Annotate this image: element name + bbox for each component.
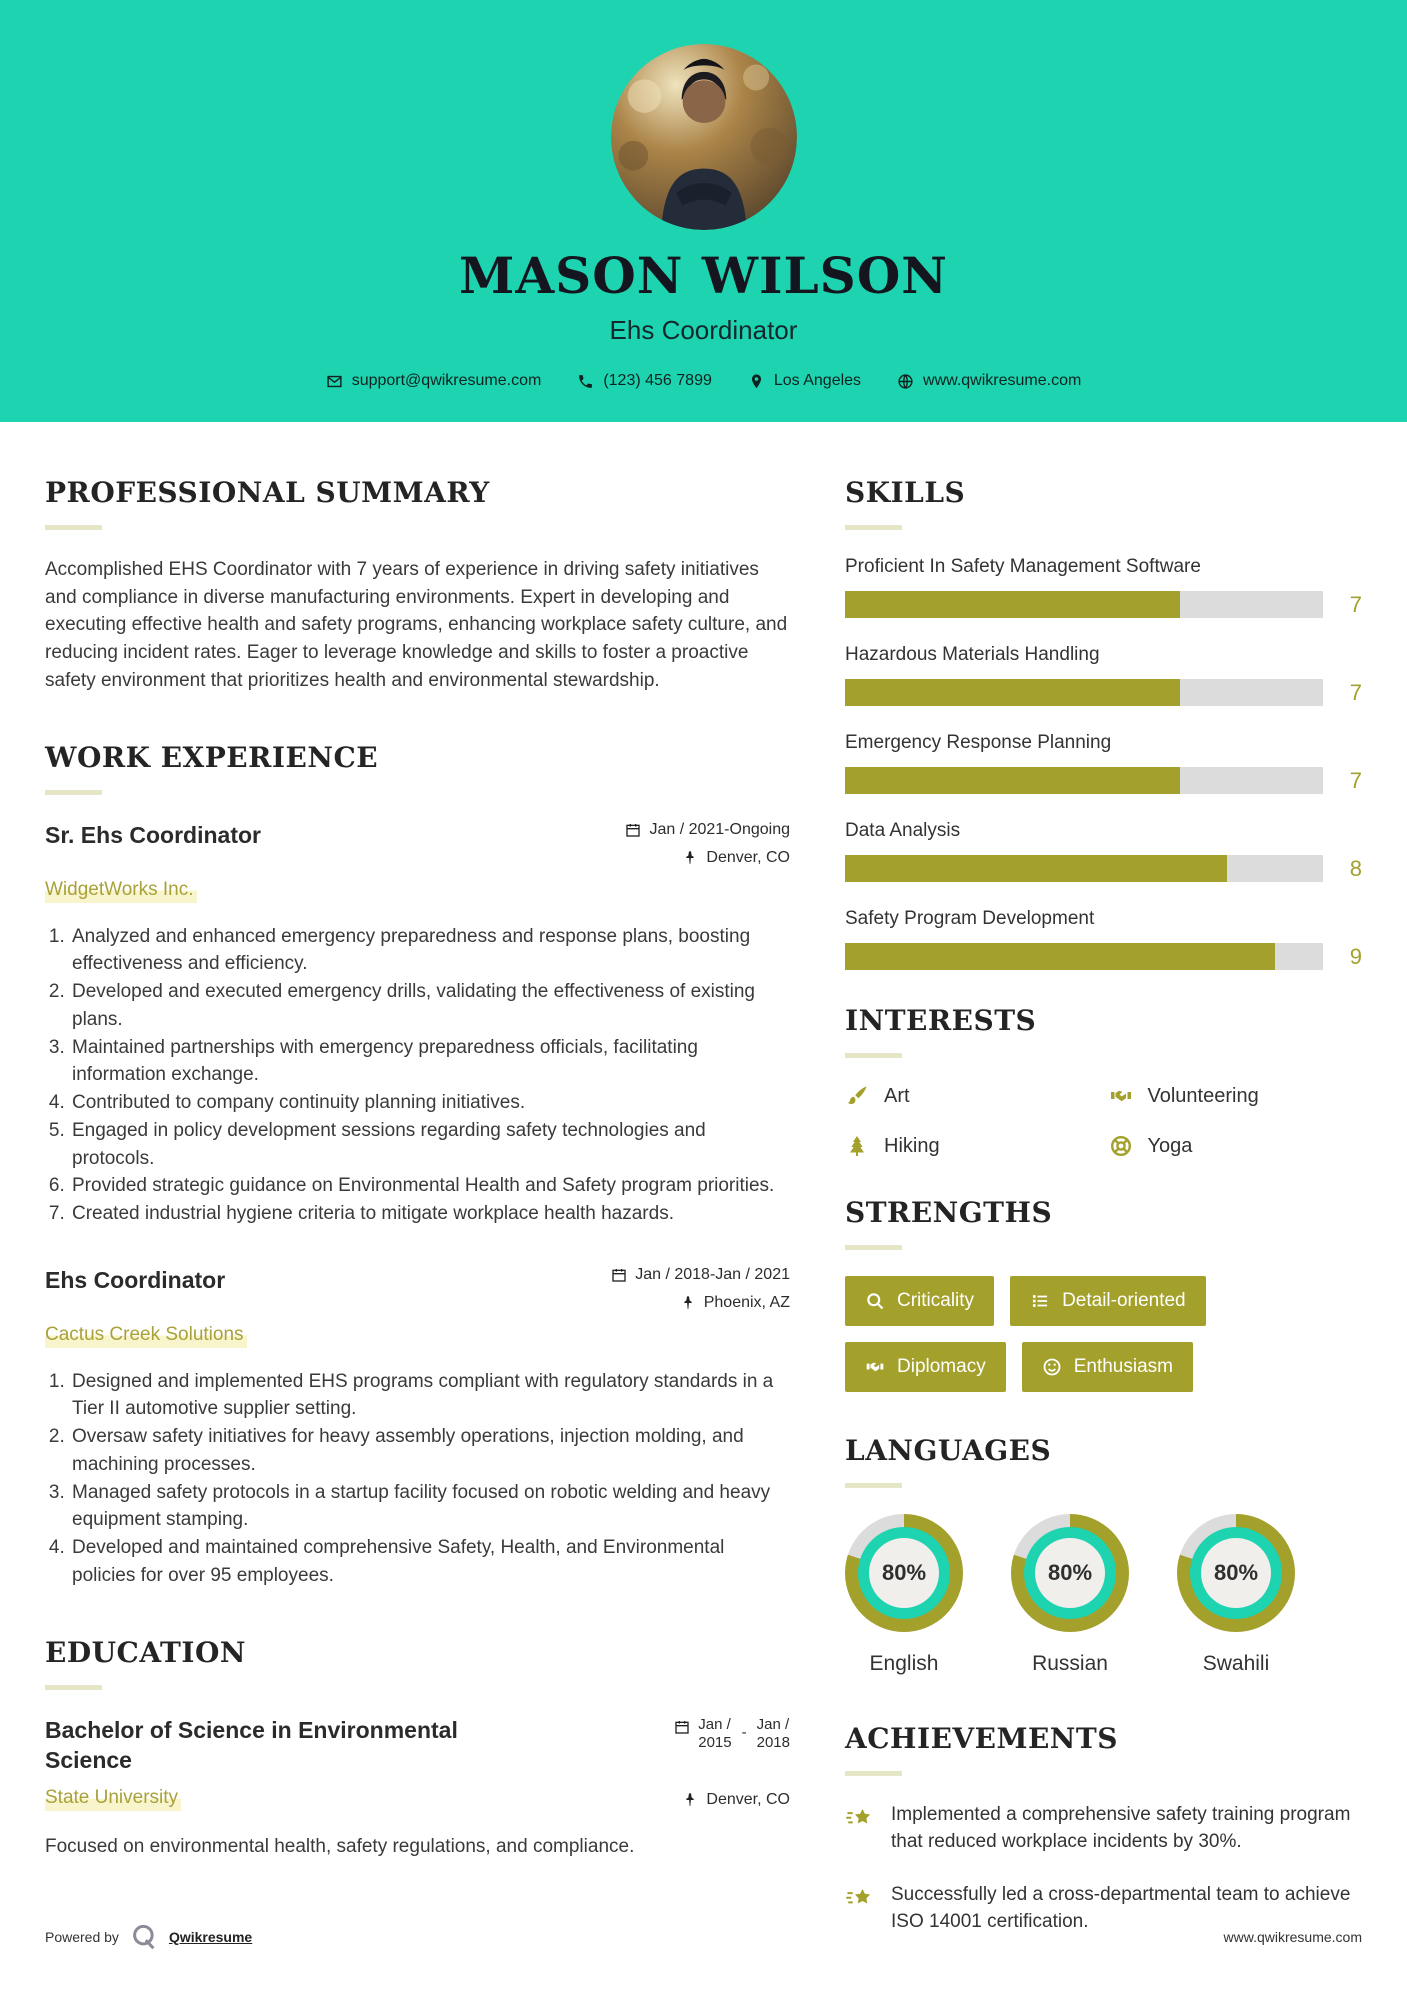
strength-chip xyxy=(845,1342,1006,1392)
summary-heading: PROFESSIONAL SUMMARY xyxy=(45,476,490,509)
job-bullet-list xyxy=(45,1368,790,1590)
job-bullet: 2. Oversaw safety initiatives for heavy assembly operations, injection molding, and machining processes. xyxy=(70,1423,790,1478)
skill-score: 8 xyxy=(1349,855,1362,881)
skill-score: 7 xyxy=(1349,679,1362,705)
strength-label: Enthusiasm xyxy=(1073,1356,1173,1377)
person-name: MASON WILSON xyxy=(459,246,948,305)
interests-grid xyxy=(845,1084,1362,1158)
skill-bar xyxy=(845,679,1323,706)
contact-website[interactable] xyxy=(897,372,1081,390)
job-title: Sr. Ehs Coordinator xyxy=(45,821,261,848)
qwikresume-link[interactable]: Qwikresume xyxy=(168,1929,253,1945)
job-bullet: 1. Analyzed and enhanced emergency preparedness and response plans, boosting effectiveness and efficiency. xyxy=(70,923,790,978)
contact-location[interactable] xyxy=(748,372,861,390)
skill-bar xyxy=(845,855,1323,882)
interest-item xyxy=(845,1134,1099,1158)
calendar-icon xyxy=(625,822,641,838)
skill-item xyxy=(845,556,1362,618)
interest-label: Art xyxy=(884,1084,910,1107)
job-bullet: 1. Designed and implemented EHS programs compliant with regulatory standards in a Tier II automotive supplier setting. xyxy=(70,1368,790,1423)
person-title: Ehs Coordinator xyxy=(609,315,798,345)
skill-label: Safety Program Development xyxy=(845,908,1095,929)
heading-rule xyxy=(845,1245,902,1250)
skill-bar-fill xyxy=(845,591,1180,618)
job-date: Jan / 2018-Jan / 2021 xyxy=(611,1266,790,1284)
job-date: Jan / 2021-Ongoing xyxy=(625,821,790,839)
language-percent: 80% xyxy=(1035,1538,1105,1608)
skill-bar xyxy=(845,591,1323,618)
education-location: Denver, CO xyxy=(682,1791,790,1809)
interest-item xyxy=(1109,1134,1363,1158)
skill-score: 7 xyxy=(1349,767,1362,793)
pushpin-icon xyxy=(680,1295,696,1311)
strength-label: Diplomacy xyxy=(897,1356,986,1377)
language-donut xyxy=(1011,1514,1129,1632)
language-item xyxy=(1011,1514,1129,1676)
interest-label: Hiking xyxy=(884,1134,940,1157)
heading-rule xyxy=(845,525,902,530)
education-dates: Jan / 2015 - Jan / 2018 xyxy=(674,1716,790,1754)
education-entry xyxy=(45,1716,790,1862)
skill-label: Data Analysis xyxy=(845,820,961,841)
skill-bar-fill xyxy=(845,943,1275,970)
experience-heading: WORK EXPERIENCE xyxy=(45,740,379,774)
skill-score: 7 xyxy=(1349,591,1362,617)
job-bullet: 6. Provided strategic guidance on Environmental Health and Safety program priorities. xyxy=(70,1172,790,1200)
job-entry xyxy=(45,1266,790,1590)
school-name: State University xyxy=(45,1787,181,1811)
interest-label: Yoga xyxy=(1147,1134,1193,1157)
heading-rule xyxy=(845,1483,902,1488)
language-item xyxy=(845,1514,963,1676)
powered-by-label: Powered by xyxy=(45,1929,119,1945)
shooting-star-icon xyxy=(845,1804,875,1834)
achievement-text: Implemented a comprehensive safety training program that reduced workplace incidents by 30%. xyxy=(891,1804,1351,1852)
globe-icon xyxy=(897,373,914,390)
job-entry xyxy=(45,821,790,1228)
skill-bar xyxy=(845,767,1323,794)
achievement-item xyxy=(845,1802,1362,1856)
phone-icon xyxy=(577,373,594,390)
content xyxy=(0,422,1407,1962)
contact-website-text: www.qwikresume.com xyxy=(923,372,1082,389)
contact-phone-text: (123) 456 7899 xyxy=(603,372,712,389)
skill-score: 9 xyxy=(1349,943,1362,969)
smiley-icon xyxy=(1042,1357,1062,1377)
education-heading: EDUCATION xyxy=(45,1635,246,1669)
profile-photo-image xyxy=(611,44,797,230)
strength-label: Detail-oriented xyxy=(1062,1290,1186,1311)
job-bullet: 2. Developed and executed emergency drills, validating the effectiveness of existing plans. xyxy=(70,978,790,1033)
languages-heading: LANGUAGES xyxy=(845,1434,1052,1467)
language-label: English xyxy=(869,1652,939,1675)
strength-label: Criticality xyxy=(897,1290,975,1311)
job-bullet: 4. Contributed to company continuity planning initiatives. xyxy=(70,1089,790,1117)
strengths-heading: STRENGTHS xyxy=(845,1196,1053,1229)
header xyxy=(0,0,1407,422)
skill-item xyxy=(845,908,1362,970)
job-bullet: 3. Managed safety protocols in a startup facility focused on robotic welding and heavy equipment stamping. xyxy=(70,1479,790,1534)
shooting-star-icon xyxy=(845,1884,875,1914)
skill-bar-fill xyxy=(845,767,1180,794)
company-name: Cactus Creek Solutions xyxy=(45,1324,247,1348)
skill-bar xyxy=(845,943,1323,970)
skill-label: Emergency Response Planning xyxy=(845,732,1112,753)
skill-bar-fill xyxy=(845,679,1180,706)
profile-photo xyxy=(611,44,797,230)
map-pin-icon xyxy=(748,373,765,390)
footer xyxy=(45,1922,1362,1952)
footer-website[interactable]: www.qwikresume.com xyxy=(1223,1929,1362,1945)
strength-chip xyxy=(1010,1276,1206,1326)
paintbrush-icon xyxy=(845,1084,869,1108)
right-column xyxy=(845,476,1362,1962)
date-separator: - xyxy=(741,1723,747,1741)
languages-list xyxy=(845,1514,1362,1676)
heading-rule xyxy=(45,790,102,795)
handshake-icon xyxy=(1109,1084,1133,1108)
contact-phone[interactable] xyxy=(577,372,712,390)
envelope-icon xyxy=(326,373,343,390)
skill-item xyxy=(845,820,1362,882)
strength-chip xyxy=(845,1276,994,1326)
heading-rule xyxy=(845,1771,902,1776)
contact-location-text: Los Angeles xyxy=(773,372,862,389)
contact-row xyxy=(0,372,1407,390)
interest-label: Volunteering xyxy=(1147,1084,1259,1107)
skill-label: Proficient In Safety Management Software xyxy=(845,556,1201,577)
strength-chip xyxy=(1022,1342,1193,1392)
job-bullet-list xyxy=(45,923,790,1228)
interests-heading: INTERESTS xyxy=(845,1004,1037,1037)
language-donut xyxy=(1177,1514,1295,1632)
language-percent: 80% xyxy=(869,1538,939,1608)
calendar-icon xyxy=(611,1267,627,1283)
skill-label: Hazardous Materials Handling xyxy=(845,644,1100,665)
job-title: Ehs Coordinator xyxy=(45,1266,226,1293)
achievement-text: Successfully led a cross-departmental team to achieve ISO 14001 certification. xyxy=(891,1883,1351,1932)
language-donut xyxy=(845,1514,963,1632)
contact-email-text: support@qwikresume.com xyxy=(351,372,542,389)
education-description: Focused on environmental health, safety regulations, and compliance. xyxy=(45,1836,635,1858)
list-icon xyxy=(1030,1291,1050,1311)
left-column xyxy=(45,476,790,1962)
degree-title: Bachelor of Science in Environmental Science xyxy=(45,1716,458,1773)
language-label: Swahili xyxy=(1202,1652,1270,1675)
skill-item xyxy=(845,644,1362,706)
language-percent: 80% xyxy=(1201,1538,1271,1608)
interest-item xyxy=(1109,1084,1363,1108)
heading-rule xyxy=(845,1053,902,1058)
achievements-heading: ACHIEVEMENTS xyxy=(845,1722,1118,1755)
pushpin-icon xyxy=(682,1792,698,1808)
skills-heading: SKILLS xyxy=(845,476,966,509)
company-name: WidgetWorks Inc. xyxy=(45,879,197,903)
lifebuoy-icon xyxy=(1109,1134,1133,1158)
language-label: Russian xyxy=(1032,1652,1108,1675)
heading-rule xyxy=(45,1685,102,1690)
job-bullet: 4. Developed and maintained comprehensive Safety, Health, and Environmental policies for over 95 employees. xyxy=(70,1534,790,1589)
job-location: Denver, CO xyxy=(625,849,790,867)
skill-item xyxy=(845,732,1362,794)
calendar-icon xyxy=(674,1719,690,1735)
heading-rule xyxy=(45,525,102,530)
strengths-list xyxy=(845,1276,1362,1392)
pushpin-icon xyxy=(682,850,698,866)
summary-text: Accomplished EHS Coordinator with 7 years of experience in driving safety initiatives and compliance in diverse manufacturing environments. Expert in developing and executing effective health and safety programs, enhancing workplace safety culture, and reducing incident rates. Eager to leverage knowledge and skills to foster a proactive safety environment that prioritizes health and environmental stewardship. xyxy=(45,559,788,691)
magnifier-icon xyxy=(865,1291,885,1311)
job-bullet: 7. Created industrial hygiene criteria to mitigate workplace health hazards. xyxy=(70,1200,790,1228)
skill-bar-fill xyxy=(845,855,1227,882)
handshake-icon xyxy=(865,1357,885,1377)
language-item xyxy=(1177,1514,1295,1676)
job-bullet: 5. Engaged in policy development sessions regarding safety technologies and protocols. xyxy=(70,1117,790,1172)
pine-tree-icon xyxy=(845,1134,869,1158)
interest-item xyxy=(845,1084,1099,1108)
job-bullet: 3. Maintained partnerships with emergency preparedness officials, facilitating information exchange. xyxy=(70,1034,790,1089)
contact-email[interactable] xyxy=(326,372,542,390)
qwikresume-logo-icon xyxy=(129,1922,159,1952)
job-location: Phoenix, AZ xyxy=(611,1294,790,1312)
